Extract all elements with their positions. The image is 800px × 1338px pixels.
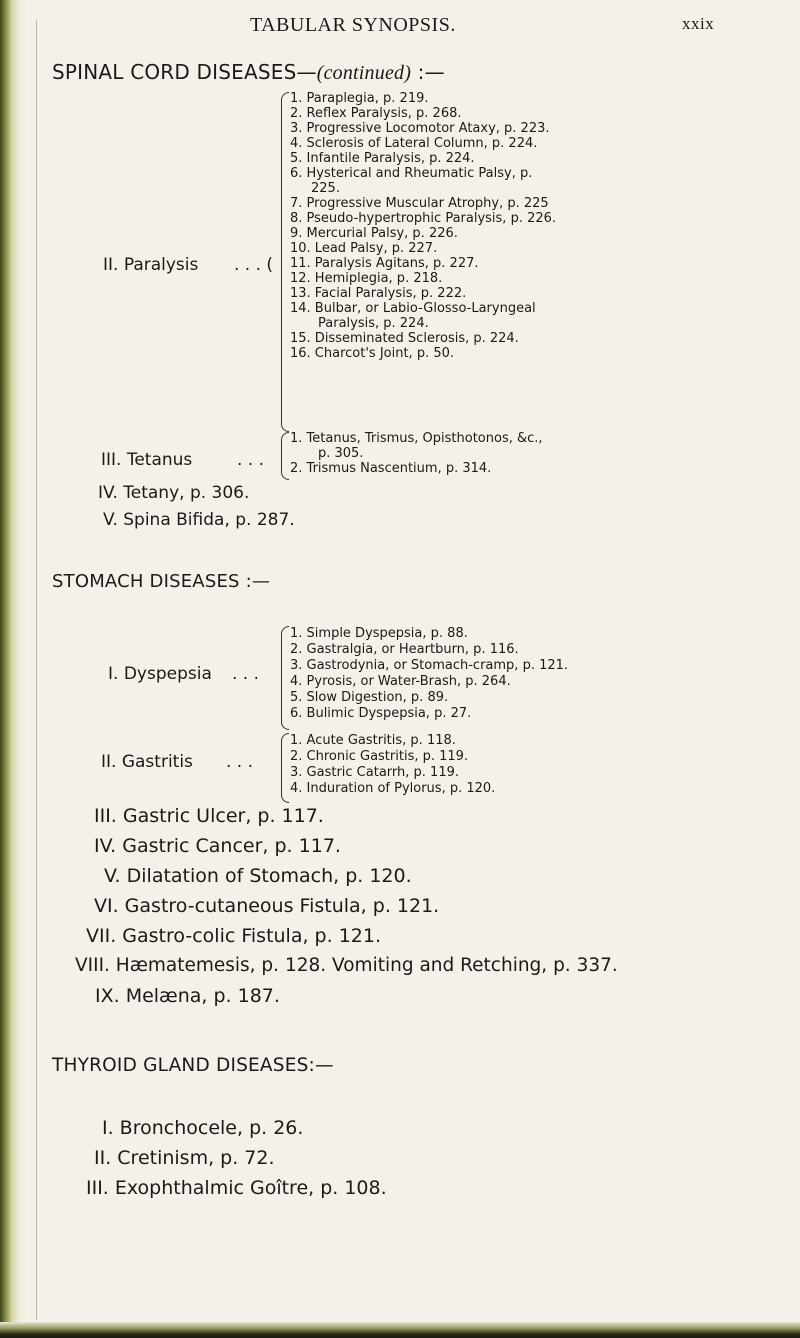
spinal-heading-continued: (continued) xyxy=(316,62,412,84)
page-number: xxix xyxy=(682,14,715,33)
spinal-section-heading xyxy=(52,60,445,85)
stomach-section-heading: STOMACH DISEASES :— xyxy=(52,571,271,592)
list-item: 4. Sclerosis of Lateral Column, p. 224. xyxy=(290,136,538,151)
dilatation-entry: V. Dilatation of Stomach, p. 120. xyxy=(104,865,412,887)
page-header-title: TABULAR SYNOPSIS. xyxy=(250,14,456,36)
gastritis-dots: . . . xyxy=(226,752,254,772)
paralysis-label: II. Paralysis xyxy=(103,255,199,275)
gastritis-brace xyxy=(281,733,289,803)
paralysis-list xyxy=(290,91,556,361)
list-item: 12. Hemiplegia, p. 218. xyxy=(290,271,443,286)
dyspepsia-brace xyxy=(281,626,289,730)
list-item: 3. Gastric Catarrh, p. 119. xyxy=(290,765,459,780)
list-item: 4. Pyrosis, or Water-Brash, p. 264. xyxy=(290,674,511,689)
list-item: 8. Pseudo-hypertrophic Paralysis, p. 226. xyxy=(290,211,557,226)
list-item: 1. Acute Gastritis, p. 118. xyxy=(290,733,456,748)
paralysis-dots: . . . ( xyxy=(234,255,274,275)
list-item: 5. Slow Digestion, p. 89. xyxy=(290,690,449,705)
list-item: 14. Bulbar, or Labio-Glosso-Laryngeal xyxy=(290,301,536,316)
list-item: 2. Gastralgia, or Heartburn, p. 116. xyxy=(290,642,519,657)
list-item: 10. Lead Palsy, p. 227. xyxy=(290,241,438,256)
list-item: 1. Tetanus, Trismus, Opisthotonos, &c., xyxy=(290,431,543,446)
list-item: 15. Disseminated Sclerosis, p. 224. xyxy=(290,331,519,346)
cretinism-entry: II. Cretinism, p. 72. xyxy=(94,1147,275,1169)
list-item: Paralysis, p. 224. xyxy=(318,316,429,331)
spina-bifida-entry: V. Spina Bifida, p. 287. xyxy=(103,510,295,530)
list-item: 6. Hysterical and Rheumatic Palsy, p. xyxy=(290,166,533,181)
gastro-cutaneous-entry: VI. Gastro-cutaneous Fistula, p. 121. xyxy=(94,895,440,917)
paralysis-brace xyxy=(281,92,289,432)
list-item: 6. Bulimic Dyspepsia, p. 27. xyxy=(290,706,472,721)
list-item: 11. Paralysis Agitans, p. 227. xyxy=(290,256,479,271)
list-item: 1. Simple Dyspepsia, p. 88. xyxy=(290,626,468,641)
exophthalmic-goitre-entry: III. Exophthalmic Goître, p. 108. xyxy=(86,1177,387,1199)
book-spine-shadow xyxy=(0,0,28,1338)
gastric-ulcer-entry: III. Gastric Ulcer, p. 117. xyxy=(94,805,324,827)
gastro-colic-entry: VII. Gastro-colic Fistula, p. 121. xyxy=(86,925,382,947)
list-item: p. 305. xyxy=(318,446,364,461)
page-margin-line xyxy=(36,20,37,1320)
gastritis-label: II. Gastritis xyxy=(101,752,193,772)
page-bottom-edge xyxy=(0,1322,800,1338)
list-item: 4. Induration of Pylorus, p. 120. xyxy=(290,781,496,796)
list-item: 225. xyxy=(311,181,340,196)
dyspepsia-dots: . . . xyxy=(232,664,260,684)
tetany-entry: IV. Tetany, p. 306. xyxy=(98,483,250,503)
list-item: 2. Trismus Nascentium, p. 314. xyxy=(290,461,492,476)
list-item: 2. Reflex Paralysis, p. 268. xyxy=(290,106,462,121)
thyroid-section-heading: THYROID GLAND DISEASES:— xyxy=(52,1055,334,1076)
tetanus-dots: . . . xyxy=(237,450,265,470)
list-item: 3. Gastrodynia, or Stomach-cramp, p. 121. xyxy=(290,658,569,673)
gastric-cancer-entry: IV. Gastric Cancer, p. 117. xyxy=(94,835,341,857)
list-item: 3. Progressive Locomotor Ataxy, p. 223. xyxy=(290,121,550,136)
gastritis-list xyxy=(290,733,495,797)
list-item: 16. Charcot's Joint, p. 50. xyxy=(290,346,455,361)
bronchocele-entry: I. Bronchocele, p. 26. xyxy=(102,1117,304,1139)
melaena-entry: IX. Melæna, p. 187. xyxy=(95,985,280,1007)
list-item: 2. Chronic Gastritis, p. 119. xyxy=(290,749,469,764)
tetanus-label: III. Tetanus xyxy=(101,450,193,470)
list-item: 13. Facial Paralysis, p. 222. xyxy=(290,286,467,301)
dyspepsia-list xyxy=(290,626,568,722)
list-item: 9. Mercurial Palsy, p. 226. xyxy=(290,226,458,241)
tetanus-brace xyxy=(281,432,289,480)
spinal-heading-tail: :— xyxy=(411,60,445,84)
list-item: 7. Progressive Muscular Atrophy, p. 225 xyxy=(290,196,549,211)
list-item: 1. Paraplegia, p. 219. xyxy=(290,91,429,106)
spinal-heading-text: SPINAL CORD DISEASES— xyxy=(52,60,317,84)
haematemesis-entry: VIII. Hæmatemesis, p. 128. Vomiting and Retching, p. 337. xyxy=(75,955,618,976)
tetanus-list xyxy=(290,431,543,476)
list-item: 5. Infantile Paralysis, p. 224. xyxy=(290,151,475,166)
dyspepsia-label: I. Dyspepsia xyxy=(108,664,212,684)
